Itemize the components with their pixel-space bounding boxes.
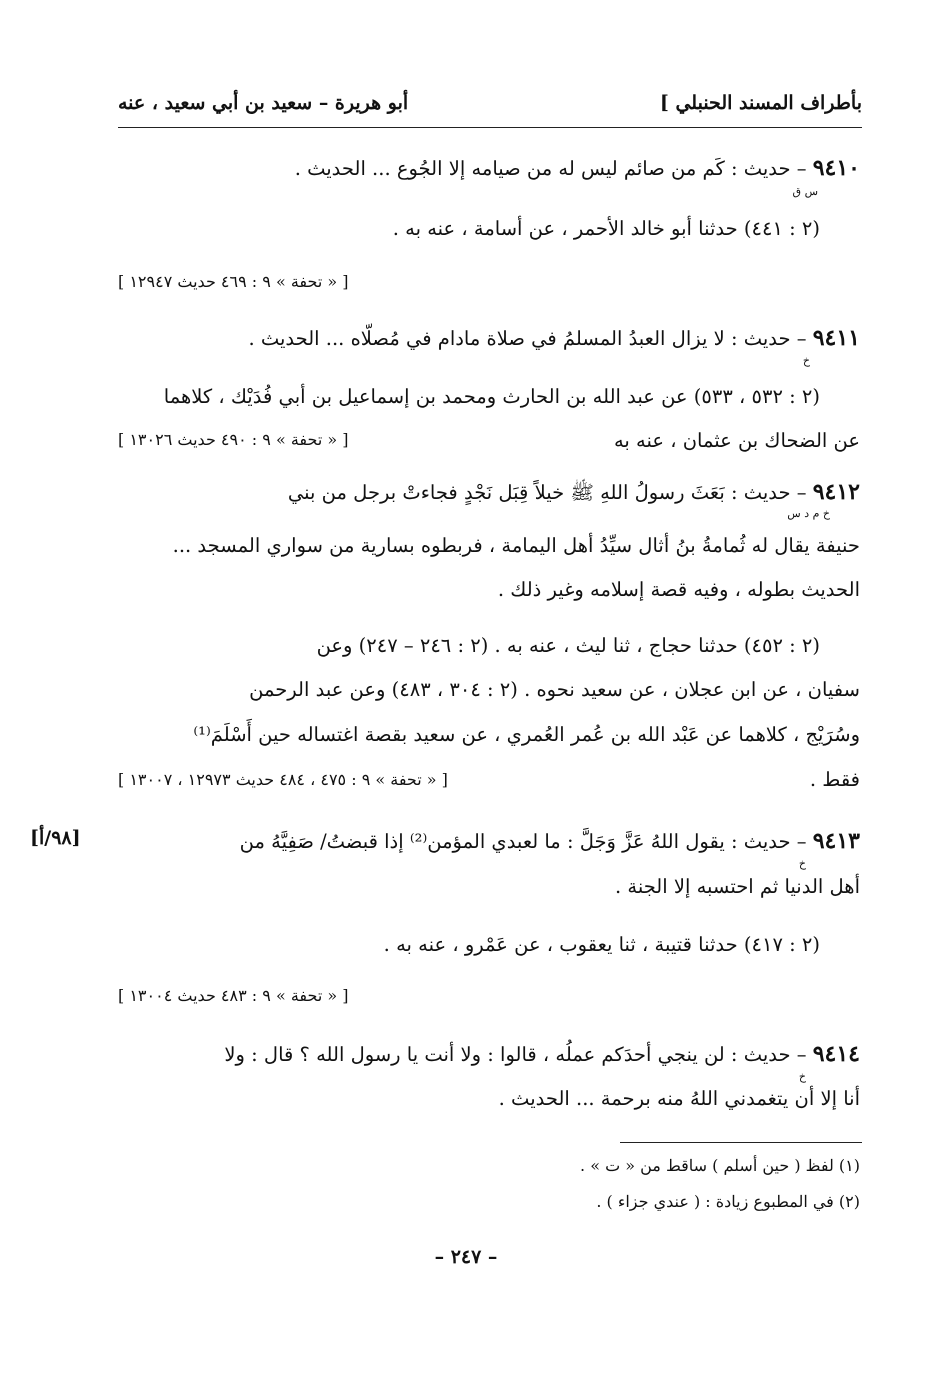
entry-9412-line-3: الحديث بطوله ، وفيه قصة إسلامه وغير ذلك . xyxy=(497,578,860,601)
tuhfa-reference: [ « تحفة » ٩ : ٤٦٩ حديث ١٢٩٤٧ ] xyxy=(118,272,349,291)
entry-text: – حديث : كَم من صائم ليس له من صيامه إلا الجُوع ... الحديث . xyxy=(294,157,807,180)
entry-9412-chain-4: فقط . xyxy=(809,768,860,791)
entry-9412-line-1 xyxy=(118,477,860,508)
entry-text: – حديث : لا يزال العبدُ المسلمُ في صلاة مادام في مُصلّاه ... الحديث . xyxy=(248,327,807,350)
entry-9412-chain-1: (٢ : ٤٥٢) حدثنا حجاج ، ثنا ليث ، عنه به . (٢ : ٢٤٦ – ٢٤٧) وعن xyxy=(316,634,820,657)
entry-9411-line-1 xyxy=(118,323,860,354)
entry-9412-chain-3: وسُرَيْج ، كلاهما عن عَبْد الله بن عُمر العُمري ، عن سعيد بقصة اغتساله حين أَسْلَمَ⁽¹⁾ xyxy=(193,723,860,746)
footnote-rule xyxy=(620,1142,862,1143)
entry-text: – حديث : بَعَثَ رسولُ اللهِ ﷺ خيلاً قِبَل نَجْدٍ فجاءتْ برجل من بني xyxy=(287,481,807,504)
header-rule xyxy=(118,127,862,128)
entry-9412-line-2: حنيفة يقال له ثُمامةُ بنُ أثال سيِّدُ أهل اليمامة ، فربطوه بسارية من سواري المسجد ... xyxy=(172,534,860,557)
entry-number: ٩٤١٣ xyxy=(812,828,860,854)
entry-number: ٩٤١٢ xyxy=(812,479,860,505)
entry-9414-line-2: أنا إلا أن يتغمدني اللهُ منه برحمة ... الحديث . xyxy=(498,1087,860,1110)
tuhfa-reference: [ « تحفة » ٩ : ٤٩٠ حديث ١٣٠٢٦ ] xyxy=(118,430,349,449)
entry-text: – حديث : لن ينجي أحدَكم عملُه ، قالوا : ولا أنت يا رسول الله ؟ قال : ولا xyxy=(224,1043,807,1066)
header-section-title: أبو هريرة – سعيد بن أبي سعيد ، عنه xyxy=(118,92,409,114)
entry-9414-line-1 xyxy=(118,1039,860,1070)
entry-9410-chain: (٢ : ٤٤١) حدثنا أبو خالد الأحمر ، عن أسامة ، عنه به . xyxy=(392,217,820,240)
running-header xyxy=(118,92,862,124)
entry-number: ٩٤١٠ xyxy=(812,155,860,181)
entry-sigla: س ق xyxy=(792,185,818,198)
entry-sigla: خ م د س xyxy=(787,507,830,520)
entry-sigla: خ xyxy=(798,1070,806,1083)
entry-9413-line-1 xyxy=(118,826,860,857)
manuscript-folio-marker: [٩٨/أ] xyxy=(30,827,81,849)
entry-9411-chain-2: عن الضحاك بن عثمان ، عنه به xyxy=(613,429,860,452)
entry-9413-chain: (٢ : ٤١٧) حدثنا قتيبة ، ثنا يعقوب ، عن عَمْرو ، عنه به . xyxy=(383,933,820,956)
page-number: – ٢٤٧ – xyxy=(434,1246,498,1268)
entry-9412-chain-2: سفيان ، عن ابن عجلان ، عن سعيد نحوه . (٢ : ٣٠٤ ، ٤٨٣) وعن عبد الرحمن xyxy=(249,678,860,701)
entry-9410-line-1 xyxy=(118,153,860,184)
entry-number: ٩٤١١ xyxy=(812,325,860,351)
entry-9411-chain-1: (٢ : ٥٣٢ ، ٥٣٣) عن عبد الله بن الحارث ومحمد بن إسماعيل بن أبي فُدَيْك ، كلاهما xyxy=(163,385,820,408)
footnote-1: (١) لفظ ( حين أسلم ) ساقط من « ت » . xyxy=(580,1156,860,1175)
entry-sigla: خ xyxy=(802,354,810,367)
entry-9413-line-2: أهل الدنيا ثم احتسبه إلا الجنة . xyxy=(614,875,860,898)
tuhfa-reference: [ « تحفة » ٩ : ٤٧٥ ، ٤٨٤ حديث ١٢٩٧٣ ، ١٣٠٠٧ ] xyxy=(118,770,448,789)
entry-text: – حديث : يقول اللهُ عَزَّ وَجَلَّ : ما لعبدي المؤمن⁽²⁾ إذا قبضتُ/ صَفِيَّهُ من xyxy=(239,830,807,853)
entry-sigla: خ xyxy=(798,857,806,870)
header-book-title: بأطراف المسند الحنبلي ] xyxy=(659,92,862,114)
footnote-2: (٢) في المطبوع زيادة : ( عندي جزاء ) . xyxy=(596,1192,860,1211)
tuhfa-reference: [ « تحفة » ٩ : ٤٨٣ حديث ١٣٠٠٤ ] xyxy=(118,986,349,1005)
entry-number: ٩٤١٤ xyxy=(812,1041,860,1067)
